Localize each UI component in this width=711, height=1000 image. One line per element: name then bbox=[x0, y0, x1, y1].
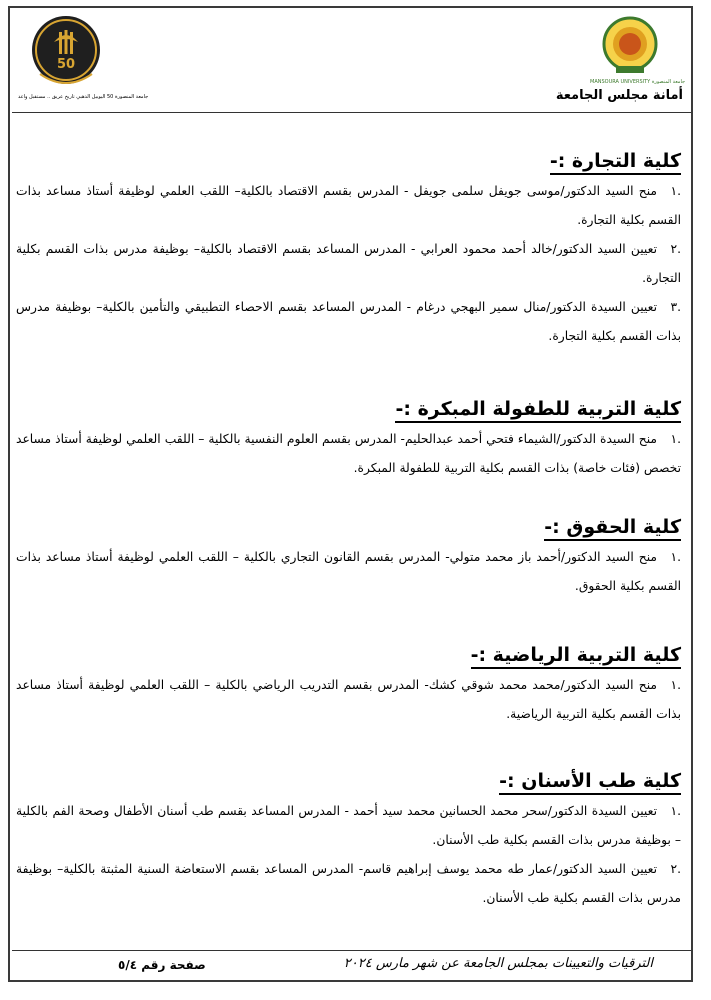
section-title: كلية التجارة :- bbox=[550, 150, 681, 175]
list-item: .١منح السيد الدكتور/محمد محمد شوقي كشك- المدرس بقسم التدريب الرياضي بالكلية – اللقب العلمي لوظيفة أستاذ مساعد بذات القسم بكلية التربية الرياضية. bbox=[16, 678, 681, 721]
section-title: كلية التربية للطفولة المبكرة :- bbox=[395, 398, 681, 423]
footer-caption: الترقيات والتعيينات بمجلس الجامعة عن شهر مارس ٢٠٢٤ bbox=[343, 956, 653, 971]
footer-divider bbox=[12, 950, 691, 951]
header-divider bbox=[12, 112, 691, 113]
list-item: .١منح السيدة الدكتور/الشيماء فتحي أحمد عبدالحليم- المدرس بقسم العلوم النفسية بالكلية – اللقب العلمي لوظيفة أستاذ مساعد تخصص (فئات خاصة) بذات القسم بكلية التربية للطفولة المبكرة. bbox=[16, 432, 681, 475]
section-law bbox=[16, 516, 681, 601]
list-item: .٣تعيين السيدة الدكتور/منال سمير البهجي درغام - المدرس المساعد بقسم الاحصاء التطبيقي والتأمين بالكلية– بوظيفة مدرس بذات القسم بكلية التجارة. bbox=[16, 300, 681, 343]
section-title: كلية طب الأسنان :- bbox=[499, 770, 681, 795]
section-dentistry bbox=[16, 770, 681, 913]
list-item: .١منح السيد الدكتور/موسى جويفل سلمى جويفل - المدرس بقسم الاقتصاد بالكلية– اللقب العلمي لوظيفة أستاذ مساعد بذات القسم بكلية التجارة. bbox=[16, 184, 681, 227]
university-logo bbox=[598, 14, 662, 78]
section-commerce bbox=[16, 150, 681, 351]
section-title: كلية التربية الرياضية :- bbox=[471, 644, 681, 669]
anniversary-logo bbox=[24, 12, 108, 96]
svg-text:50: 50 bbox=[56, 57, 76, 72]
list-item: .١منح السيد الدكتور/أحمد باز محمد متولي- المدرس بقسم القانون التجاري بالكلية – اللقب العلمي لوظيفة أستاذ مساعد بذات القسم بكلية الحقوق. bbox=[16, 550, 681, 593]
list-item: .٢تعيين السيد الدكتور/عمار طه محمد يوسف إبراهيم قاسم- المدرس المساعد بقسم الاستعاضة السنية المثبتة بالكلية– بوظيفة مدرس بذات القسم بكلية طب الأسنان. bbox=[16, 862, 681, 905]
header-title: أمانة مجلس الجامعة bbox=[555, 88, 683, 103]
list-item: .٢تعيين السيد الدكتور/خالد أحمد محمود العرابي - المدرس المساعد بقسم الاقتصاد بالكلية– بوظيفة مدرس بذات القسم بكلية التجارة. bbox=[16, 242, 681, 285]
section-early-childhood bbox=[16, 398, 681, 483]
university-logo-text: MANSOURA UNIVERSITY جامعة المنصورة bbox=[590, 79, 686, 85]
section-title: كلية الحقوق :- bbox=[544, 516, 681, 541]
list-item: .١تعيين السيدة الدكتور/سحر محمد الحسانين محمد سيد أحمد - المدرس المساعد بقسم طب أسنان الأطفال وصحة الفم بالكلية – بوظيفة مدرس بذات القسم بكلية طب الأسنان. bbox=[16, 804, 681, 847]
anniversary-logo-text: جامعة المنصورة 50 اليوبيل الذهبي تاريخ عريق .. مستقبل واعد bbox=[18, 94, 149, 100]
page-number: صفحة رقم ٥/٤ bbox=[118, 958, 206, 972]
section-physical-education bbox=[16, 644, 681, 729]
